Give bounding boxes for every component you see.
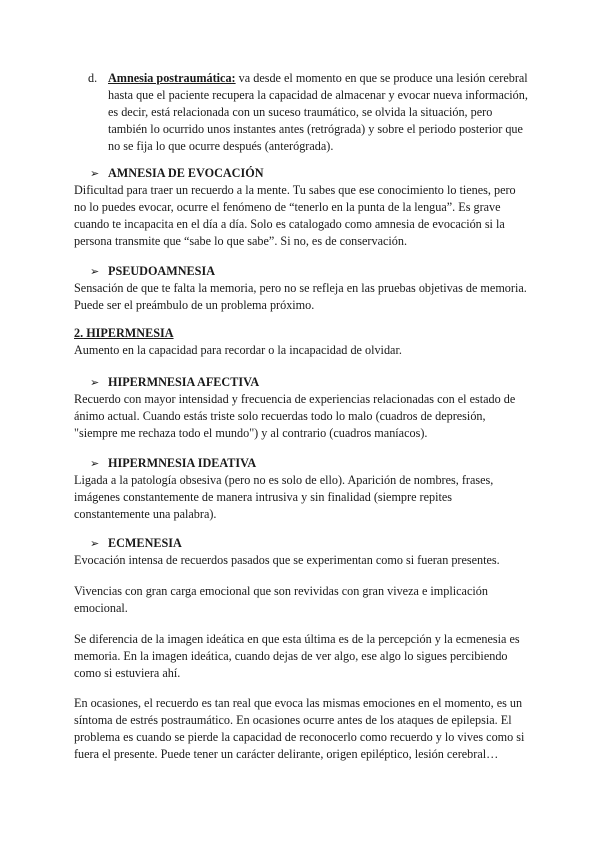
paragraph-ecmenesia-3: Se diferencia de la imagen ideática en que esta última es de la percepción y la ecmenesia es memoria. En la imagen ideática, cuando dejas de ver algo, ese algo lo sigues percibiendo como si estuviera ahí. (74, 632, 520, 680)
section-title-hipermnesia: 2. HIPERMNESIA (74, 326, 174, 340)
heading-text: HIPERMNESIA AFECTIVA (108, 375, 260, 389)
list-item-amnesia-postraumatica (88, 70, 528, 155)
paragraph-ecmenesia-4: En ocasiones, el recuerdo es tan real que evoca las mismas emociones en el momento, es un síntoma de estrés postraumático. En ocasiones ocurre antes de los ataques de epilepsia. El problema es cuando se pierde la capacidad de reconocerlo como recuerdo y lo vives como si fuera el presente. Puede tener un carácter delirante, origen epiléptico, lesión cerebral… (74, 696, 525, 761)
heading-hipermnesia-afectiva (90, 374, 259, 391)
arrowhead-icon: ➢ (90, 167, 100, 180)
arrowhead-icon: ➢ (90, 265, 100, 278)
arrowhead-icon: ➢ (90, 457, 100, 470)
paragraph-hipermnesia: Aumento en la capacidad para recordar o la incapacidad de olvidar. (74, 343, 402, 357)
term-amnesia-postraumatica: Amnesia postraumática: (108, 71, 236, 85)
paragraph-hipermnesia-afectiva: Recuerdo con mayor intensidad y frecuencia de experiencias relacionadas con el estado de ánimo actual. Cuando estás triste solo recuerdas todo lo malo (cuadros de depresión, "siempre me rechaza todo el mundo") y al contrario (cuadros maníacos). (74, 392, 516, 440)
heading-text: PSEUDOAMNESIA (108, 264, 215, 278)
heading-text: ECMENESIA (108, 536, 182, 550)
paragraph-hipermnesia-ideativa: Ligada a la patología obsesiva (pero no es solo de ello). Aparición de nombres, frases, imágenes constantemente de manera intrusiva y sin finalidad (siempre repites constantemente una palabra). (74, 473, 494, 521)
arrowhead-icon: ➢ (90, 376, 100, 389)
arrowhead-icon: ➢ (90, 537, 100, 550)
heading-hipermnesia-ideativa (90, 455, 256, 472)
heading-text: AMNESIA DE EVOCACIÓN (108, 166, 264, 180)
paragraph-ecmenesia-2: Vivencias con gran carga emocional que son revividas con gran viveza e implicación emocional. (74, 584, 488, 615)
heading-pseudoamnesia (90, 263, 215, 280)
definition-text: va desde el momento en que se produce una lesión cerebral hasta que el paciente recupera la capacidad de almacenar y evocar nueva información, es decir, está relacionada con un suceso traumático, se olvida la situación, pero también lo ocurrido unos instantes antes (retrógrada) y sobre el periodo posterior que no se fija lo que ocurre después (anterógrada). (108, 71, 528, 153)
heading-amnesia-evocacion (90, 165, 264, 182)
heading-text: HIPERMNESIA IDEATIVA (108, 456, 257, 470)
paragraph-ecmenesia-1: Evocación intensa de recuerdos pasados que se experimentan como si fueran presentes. (74, 553, 500, 567)
paragraph-pseudoamnesia: Sensación de que te falta la memoria, pero no se refleja en las pruebas objetivas de memoria. Puede ser el preámbulo de un problema próximo. (74, 281, 527, 312)
heading-ecmenesia (90, 535, 182, 552)
list-marker: d. (88, 71, 98, 85)
list-item-body (108, 70, 528, 155)
paragraph-amnesia-evocacion: Dificultad para traer un recuerdo a la mente. Tu sabes que ese conocimiento lo tienes, pero no lo puedes evocar, ocurre el fenómeno de “tenerlo en la punta de la lengua”. Es grave cuando te incapacita en el día a día. Solo es catalogado como amnesia de evocación si la persona transmite que “sabe lo que sabe”. Si no, es de conservación. (74, 183, 516, 248)
